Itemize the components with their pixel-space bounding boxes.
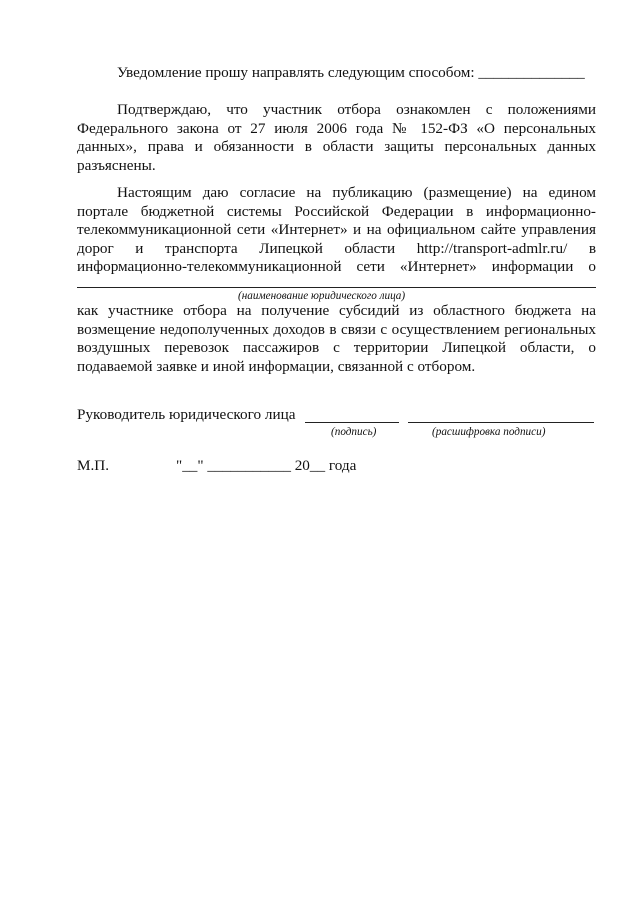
notice-line: Уведомление прошу направлять следующим способом: ______________ xyxy=(117,64,585,81)
consent-cont-line-3: воздушных перевозок пассажиров с территории Липецкой области, о xyxy=(77,339,596,356)
signature-caption: (подпись) xyxy=(331,426,377,438)
consent-paragraph xyxy=(77,184,596,277)
confirm-line-3: данных», права и обязанности в области защиты персональных данных xyxy=(77,138,596,155)
confirm-line-2: Федерального закона от 27 июля 2006 года № 152-ФЗ «О персональных xyxy=(77,119,596,137)
consent-cont-line-1: как участнике отбора на получение субсидий из областного бюджета на xyxy=(77,302,596,319)
organization-name-blank xyxy=(77,287,596,288)
consent-continuation-paragraph xyxy=(77,302,596,376)
consent-line-5: информационно-телекоммуникационной сети «Интернет» информации о xyxy=(77,258,596,275)
confirm-line-4: разъяснены. xyxy=(77,156,156,174)
consent-line-2: портале бюджетной системы Российской Федерации в информационно- xyxy=(77,202,596,220)
manager-label: Руководитель юридического лица xyxy=(77,406,296,423)
consent-cont-line-4: подаваемой заявке и иной информации, связанной с отбором. xyxy=(77,357,476,375)
confirm-line-1: Подтверждаю, что участник отбора ознакомлен с положениями xyxy=(117,101,596,118)
signature-decoding-caption: (расшифровка подписи) xyxy=(432,426,546,438)
signature-decoding-blank xyxy=(408,422,594,423)
stamp-label: М.П. xyxy=(77,457,110,474)
consent-line-3: телекоммуникационной сети «Интернет» и на официальном сайте управления xyxy=(77,221,596,238)
consent-line-1: Настоящим даю согласие на публикацию (размещение) на едином xyxy=(117,184,596,201)
consent-line-4: дорог и транспорта Липецкой области http://transport-admlr.ru/ в xyxy=(77,239,596,257)
notice-paragraph xyxy=(77,64,596,83)
date-line: "__" ___________ 20__ года xyxy=(176,457,357,474)
consent-cont-line-2: возмещение недополученных доходов в связи с осуществлением региональных xyxy=(77,320,596,338)
signature-blank xyxy=(305,422,399,423)
confirmation-paragraph xyxy=(77,101,596,175)
organization-name-caption: (наименование юридического лица) xyxy=(238,290,406,302)
